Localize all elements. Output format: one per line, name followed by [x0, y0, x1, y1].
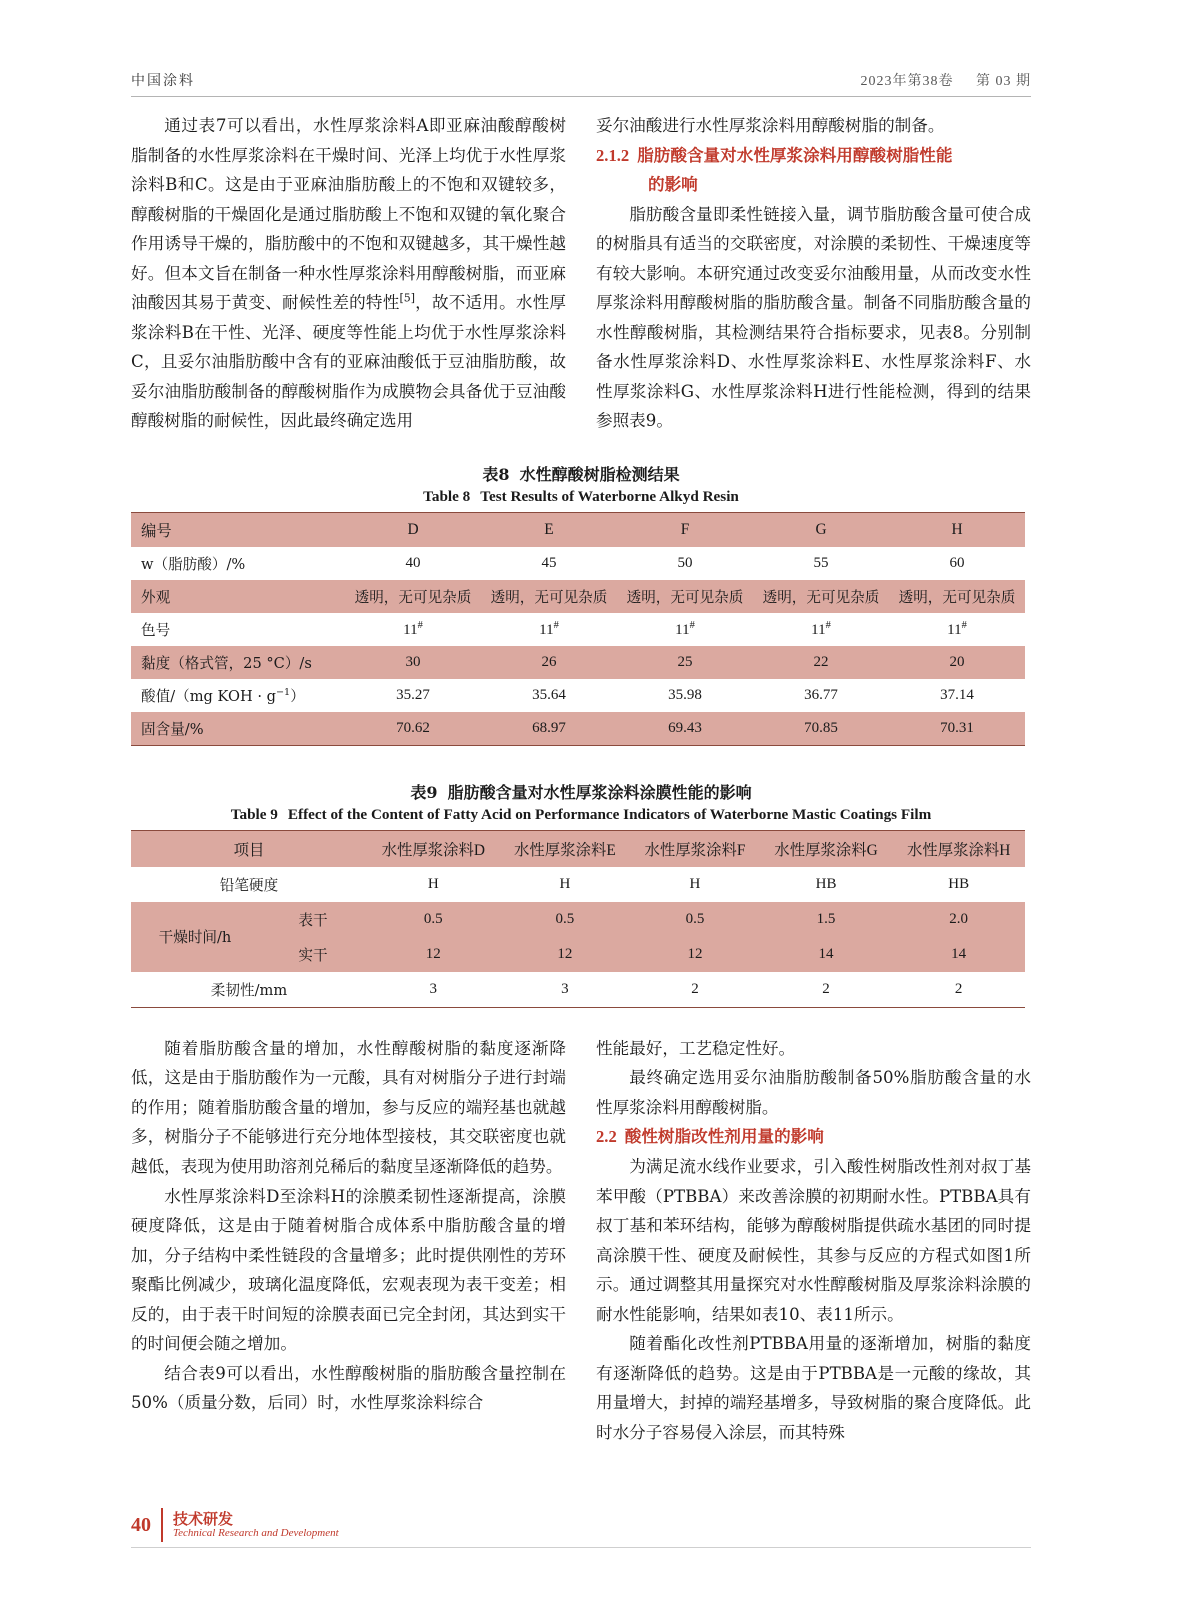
paragraph: 结合表9可以看出，水性醇酸树脂的脂肪酸含量控制在50%（质量分数，后同）时，水性厚浆涂料综合 — [131, 1363, 566, 1413]
table9-header-cell: 水性厚浆涂料E — [514, 841, 616, 859]
section-title: 脂肪酸含量对水性厚浆涂料用醇酸树脂性能 — [637, 144, 953, 165]
table8-caption-en — [131, 488, 1031, 506]
table9-cell: 3 — [561, 980, 569, 997]
paragraph: 妥尔油酸进行水性厚浆涂料用醇酸树脂的制备。 — [596, 116, 945, 135]
table8 — [131, 512, 1025, 746]
page-footer — [131, 1508, 339, 1542]
table9-cell: HB — [948, 875, 970, 892]
table8-cell: 11# — [947, 619, 967, 638]
table9-block — [131, 780, 1031, 1008]
table9-cell: 12 — [425, 945, 441, 962]
table-header-row — [131, 512, 1025, 547]
table8-label-cn: 表8 — [482, 464, 510, 484]
table9-row-label: 柔韧性/mm — [210, 981, 288, 999]
column-right — [596, 111, 1031, 436]
table8-cell: 35.27 — [396, 686, 430, 703]
column-right-lower — [596, 1034, 1031, 1447]
table8-title-cn: 水性醇酸树脂检测结果 — [519, 464, 680, 484]
table8-cell: 60 — [949, 554, 965, 571]
paragraph: 水性厚浆涂料D至涂料H的涂膜柔韧性逐渐提高，涂膜硬度降低，这是由于随着树脂合成体系中脂肪酸含量的增加，分子结构中柔性链段的含量增多；此时提供刚性的芳环聚酯比例减少，玻璃化温度降低，宏观表现为表干变差；相反的，由于表干时间短的涂膜表面已完全封闭，其达到实干的时间便会随之增加。 — [131, 1186, 566, 1354]
table9-cell: 14 — [818, 945, 834, 962]
table9-title-en: Effect of the Content of Fatty Acid on Performance Indicators of Waterborne Mastic Coatings Film — [287, 805, 932, 823]
table9-cell: 14 — [951, 945, 967, 962]
table9-header-cell: 项目 — [233, 841, 265, 859]
table-row — [131, 937, 1025, 972]
table9-row-label: 干燥时间/h — [158, 929, 232, 947]
table8-row-label: 黏度（格式管，25 °C）/s — [141, 654, 312, 672]
table-row — [131, 972, 1025, 1008]
table9-row-label: 铅笔硬度 — [219, 876, 279, 894]
table8-row-label: 酸值/（mg KOH · $g^{-1}$） — [141, 686, 305, 705]
table8-cell: 11# — [811, 619, 831, 638]
footer-section — [173, 1511, 339, 1540]
table9-cell: 0.5 — [423, 910, 443, 927]
paragraph: 通过表7可以看出，水性厚浆涂料A即亚麻油酸醇酸树脂制备的水性厚浆涂料在干燥时间、光泽上均优于水性厚浆涂料B和C。这是由于亚麻油脂肪酸上的不饱和双键较多，醇酸树脂的干燥固化是通过脂肪酸上不饱和双键的氧化聚合作用诱导干燥的，脂肪酸中的不饱和双键越多，其干燥性越好。但本文旨在制备一种水性厚浆涂料用醇酸树脂，而亚麻油酸因其易于黄变、耐候性差的特性[5]，故不适用。水性厚浆涂料B在干性、光泽、硬度等性能上均优于水性厚浆涂料C，且妥尔油脂肪酸中含有的亚麻油酸低于豆油脂肪酸，故妥尔油脂肪酸制备的醇酸树脂作为成膜物会具备优于豆油酸醇酸树脂的耐候性，因此最终确定选用 — [131, 116, 567, 431]
table8-header-cell: D — [407, 520, 419, 538]
table8-label-en: Table 8 — [423, 487, 471, 505]
table8-header-cell: G — [815, 520, 827, 538]
table8-cell: 40 — [405, 554, 421, 571]
footer-divider — [161, 1508, 163, 1542]
table8-cell: 35.64 — [532, 686, 566, 703]
page-number: 40 — [131, 1513, 151, 1536]
table8-cell: 26 — [541, 653, 557, 670]
table9-cell: 2 — [954, 980, 963, 997]
table8-cell: 透明，无可见杂质 — [490, 588, 608, 606]
table8-row-label: 固含量/% — [141, 720, 204, 738]
table8-cell: 35.98 — [668, 686, 702, 703]
table8-cell: 70.31 — [940, 719, 974, 736]
table8-title-en: Test Results of Waterborne Alkyd Resin — [480, 487, 739, 505]
table-row — [131, 613, 1025, 646]
table8-row-label: 外观 — [141, 588, 171, 606]
table9-row-sublabel: 实干 — [298, 946, 328, 964]
table9-cell: 2 — [691, 980, 699, 997]
table8-row-label: w（脂肪酸）/% — [141, 555, 246, 573]
table9-cell: 12 — [557, 945, 573, 962]
table9-cell: 1.5 — [816, 910, 836, 927]
table9-cell: H — [689, 875, 701, 892]
table9-caption-cn — [131, 780, 1031, 803]
table8-cell: 70.85 — [804, 719, 838, 736]
table9-cell: H — [427, 875, 439, 892]
table-header-row — [131, 830, 1025, 867]
table9-cell: 2 — [822, 980, 830, 997]
footer-section-cn: 技术研发 — [173, 1509, 234, 1528]
table8-block — [131, 462, 1031, 746]
paragraph: 为满足流水线作业要求，引入酸性树脂改性剂对叔丁基苯甲酸（PTBBA）来改善涂膜的初期耐水性。PTBBA具有叔丁基和苯环结构，能够为醇酸树脂提供疏水基团的同时提高涂膜干性、硬度及耐候性，其参与反应的方程式如图1所示。通过调整其用量探究对水性醇酸树脂及厚浆涂料涂膜的耐水性能影响，结果如表10、表11所示。 — [596, 1156, 1031, 1324]
table8-header-cell: H — [951, 520, 963, 538]
table8-cell: 25 — [677, 653, 693, 670]
section-number: 2.1.2 — [596, 145, 630, 165]
column-left-lower — [131, 1034, 566, 1447]
table8-header-cell: E — [544, 520, 554, 538]
table8-cell: 69.43 — [668, 719, 702, 736]
top-columns — [131, 111, 1031, 436]
table9-cell: 2.0 — [949, 910, 969, 927]
section-heading-2-1-2 — [596, 141, 1031, 171]
paragraph: 性能最好，工艺稳定性好。 — [596, 1038, 796, 1058]
table8-cell: 20 — [949, 653, 965, 670]
journal-name: 中国涂料 — [131, 73, 195, 89]
footer-rule — [131, 1547, 1031, 1548]
section-title: 酸性树脂改性剂用量的影响 — [624, 1126, 824, 1147]
table-row — [131, 547, 1025, 580]
table8-cell: 36.77 — [804, 686, 838, 703]
table9 — [131, 830, 1025, 1008]
year-volume: 2023年第38卷 — [860, 74, 954, 89]
section-title-continued: 的影响 — [648, 174, 698, 195]
table9-header-cell: 水性厚浆涂料D — [381, 841, 486, 859]
section-heading-2-2 — [596, 1122, 1031, 1152]
table8-row-label: 色号 — [141, 621, 171, 639]
table8-cell: 透明，无可见杂质 — [354, 588, 472, 606]
footer-section-en: Technical Research and Development — [173, 1527, 339, 1540]
table8-cell: 11# — [675, 619, 695, 638]
table9-cell: 12 — [687, 945, 703, 962]
table9-header-cell: 水性厚浆涂料G — [774, 841, 878, 859]
table9-cell: HB — [815, 875, 837, 892]
column-left — [131, 111, 566, 436]
table8-header-cell: F — [680, 520, 690, 538]
paragraph: 随着酯化改性剂PTBBA用量的逐渐增加，树脂的黏度有逐渐降低的趋势。这是由于PTBBA是一元酸的缘故，其用量增大，封掉的端羟基增多，导致树脂的聚合度降低。此时水分子容易侵入涂层，而其特殊 — [596, 1334, 1031, 1442]
table-row — [131, 712, 1025, 746]
issue-info — [843, 70, 1032, 90]
table8-header-cell: 编号 — [141, 522, 172, 540]
table8-cell: 50 — [677, 554, 693, 571]
table9-header-cell: 水性厚浆涂料F — [644, 841, 746, 859]
table8-cell: 透明，无可见杂质 — [626, 588, 744, 606]
section-number: 2.2 — [596, 1127, 617, 1147]
bottom-columns — [131, 1034, 1031, 1447]
table9-cell: 0.5 — [555, 910, 575, 927]
table9-label-en: Table 9 — [230, 805, 278, 823]
table8-cell: 11# — [403, 619, 423, 638]
table9-header-cell: 水性厚浆涂料H — [906, 841, 1011, 859]
table-row — [131, 902, 1025, 937]
table-row — [131, 679, 1025, 712]
table8-cell: 68.97 — [532, 719, 566, 736]
table8-cell: 37.14 — [940, 686, 974, 703]
table-row — [131, 580, 1025, 613]
paragraph: 随着脂肪酸含量的增加，水性醇酸树脂的黏度逐渐降低，这是由于脂肪酸作为一元酸，具有对树脂分子进行封端的作用；随着脂肪酸含量的增加，参与反应的端羟基也就越多，树脂分子不能够进行充分地体型接枝，其交联密度也就越低，表现为使用助溶剂兑稀后的黏度呈逐渐降低的趋势。 — [131, 1038, 566, 1176]
table9-label-cn: 表9 — [410, 782, 438, 802]
table9-cell: 3 — [429, 980, 438, 997]
page-header — [131, 70, 1031, 97]
table9-cell: 0.5 — [685, 910, 705, 927]
table9-cell: H — [559, 875, 571, 892]
table8-cell: 45 — [541, 554, 557, 571]
table-row — [131, 867, 1025, 902]
page-content — [131, 70, 1031, 1447]
table8-cell: 55 — [813, 554, 829, 571]
table8-cell: 22 — [813, 653, 829, 670]
table8-cell: 透明，无可见杂质 — [898, 588, 1016, 606]
table9-row-sublabel: 表干 — [298, 911, 328, 929]
issue-number: 第 03 期 — [976, 74, 1031, 89]
paragraph: 最终确定选用妥尔油脂肪酸制备50%脂肪酸含量的水性厚浆涂料用醇酸树脂。 — [596, 1068, 1031, 1117]
table9-title-cn: 脂肪酸含量对水性厚浆涂料涂膜性能的影响 — [447, 782, 752, 802]
table-row — [131, 646, 1025, 679]
table8-cell: 70.62 — [396, 719, 430, 736]
table8-cell: 11# — [539, 619, 559, 638]
table8-cell: 透明，无可见杂质 — [762, 588, 880, 606]
table8-caption-cn — [131, 462, 1031, 485]
table9-caption-en — [131, 806, 1031, 824]
paragraph: 脂肪酸含量即柔性链接入量，调节脂肪酸含量可使合成的树脂具有适当的交联密度，对涂膜的柔韧性、干燥速度等有较大影响。本研究通过改变妥尔油酸用量，从而改变水性厚浆涂料用醇酸树脂的脂肪酸含量。制备不同脂肪酸含量的水性醇酸树脂，其检测结果符合指标要求，见表8。分别制备水性厚浆涂料D、水性厚浆涂料E、水性厚浆涂料F、水性厚浆涂料G、水性厚浆涂料H进行性能检测，得到的结果参照表9。 — [596, 204, 1031, 431]
table8-cell: 30 — [405, 653, 421, 670]
